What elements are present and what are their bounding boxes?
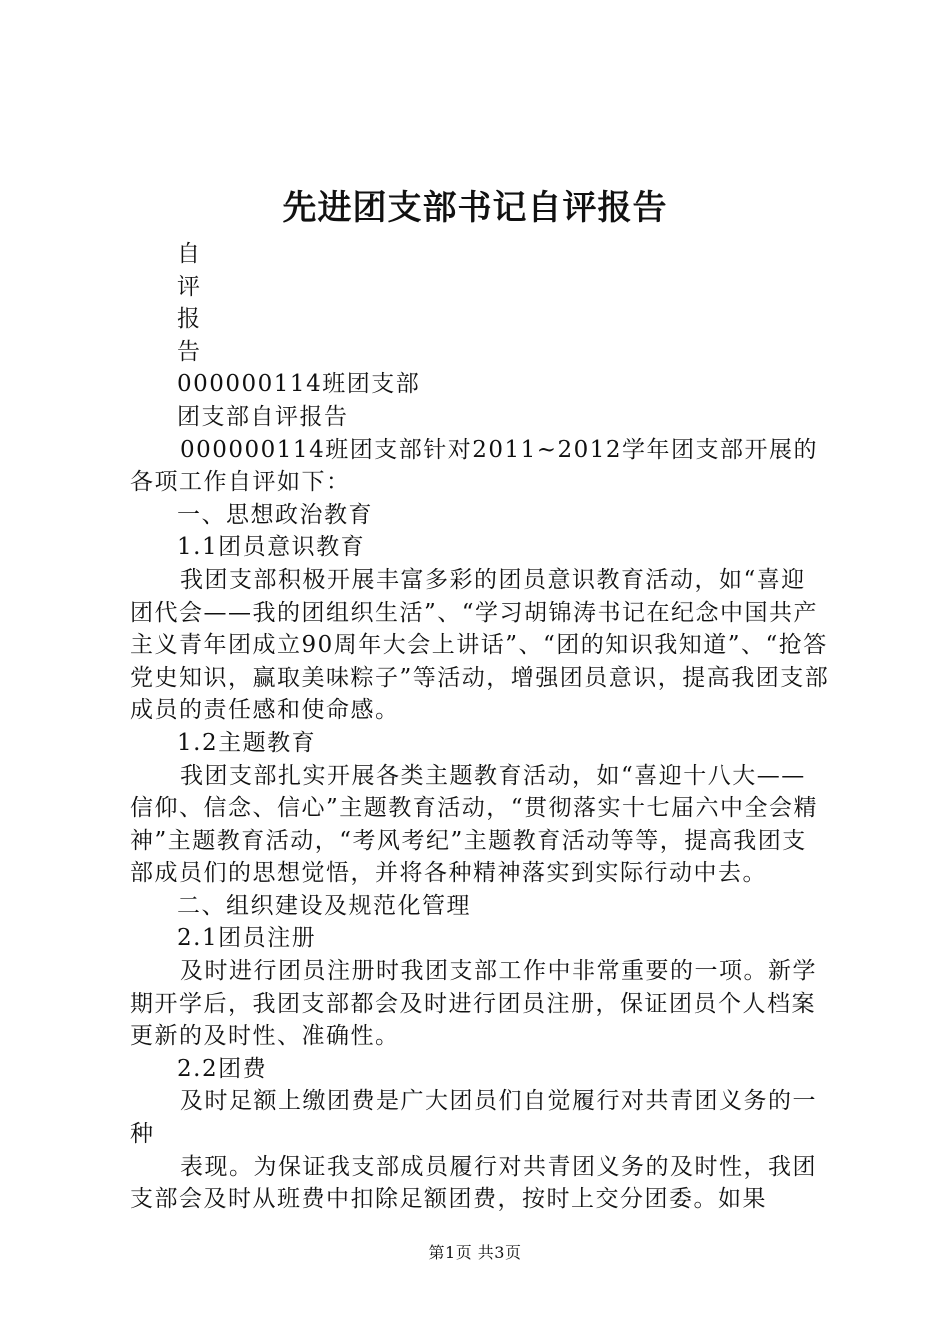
document-body — [130, 238, 830, 1216]
body-line: 报 — [177, 306, 202, 333]
paragraph: 我团支部扎实开展各类主题教育活动，如“喜迎十八大——信仰、信念、信心”主题教育活动，“贯彻落实十七届六中全会精神”主题教育活动，“考风考纪”主题教育活动等等，提高我团支部成员们的思想觉悟，并将各种精神落实到实际行动中去。 — [130, 762, 819, 887]
body-line: 评 — [177, 273, 202, 300]
page-footer: 第1页 共3页 — [428, 1243, 522, 1262]
class-name-line: 000000114班团支部 — [177, 371, 421, 398]
intro-paragraph: 000000114班团支部针对2011~2012学年团支部开展的各项工作自评如下： — [130, 436, 819, 496]
subsection-heading: 1.2主题教育 — [177, 729, 317, 756]
section-heading: 二、组织建设及规范化管理 — [177, 892, 471, 919]
body-line: 告 — [177, 338, 202, 365]
paragraph: 表现。为保证我支部成员履行对共青团义务的及时性，我团支部会及时从班费中扣除足额团费，按时上交分团委。如果 — [130, 1153, 817, 1213]
document-title: 先进团支部书记自评报告 — [282, 188, 668, 228]
subsection-heading: 2.2团费 — [177, 1055, 268, 1082]
paragraph: 我团支部积极开展丰富多彩的团员意识教育活动，如“喜迎团代会——我的团组织生活”、“学习胡锦涛书记在纪念中国共产主义青年团成立90周年大会上讲话”、“团的知识我知道”、“抢答党史知识，赢取美味粽子”等活动，增强团员意识，提高我团支部成员的责任感和使命感。 — [130, 566, 830, 724]
body-line: 自 — [177, 241, 202, 267]
paragraph: 及时进行团员注册时我团支部工作中非常重要的一项。新学期开学后，我团支部都会及时进行团员注册，保证团员个人档案更新的及时性、准确性。 — [130, 958, 817, 1050]
subsection-heading: 2.1团员注册 — [177, 925, 317, 952]
paragraph: 及时足额上缴团费是广大团员们自觉履行对共青团义务的一种 — [130, 1088, 817, 1148]
subsection-heading: 1.1团员意识教育 — [177, 534, 366, 561]
report-subtitle: 团支部自评报告 — [177, 403, 349, 430]
section-heading: 一、思想政治教育 — [177, 501, 373, 528]
